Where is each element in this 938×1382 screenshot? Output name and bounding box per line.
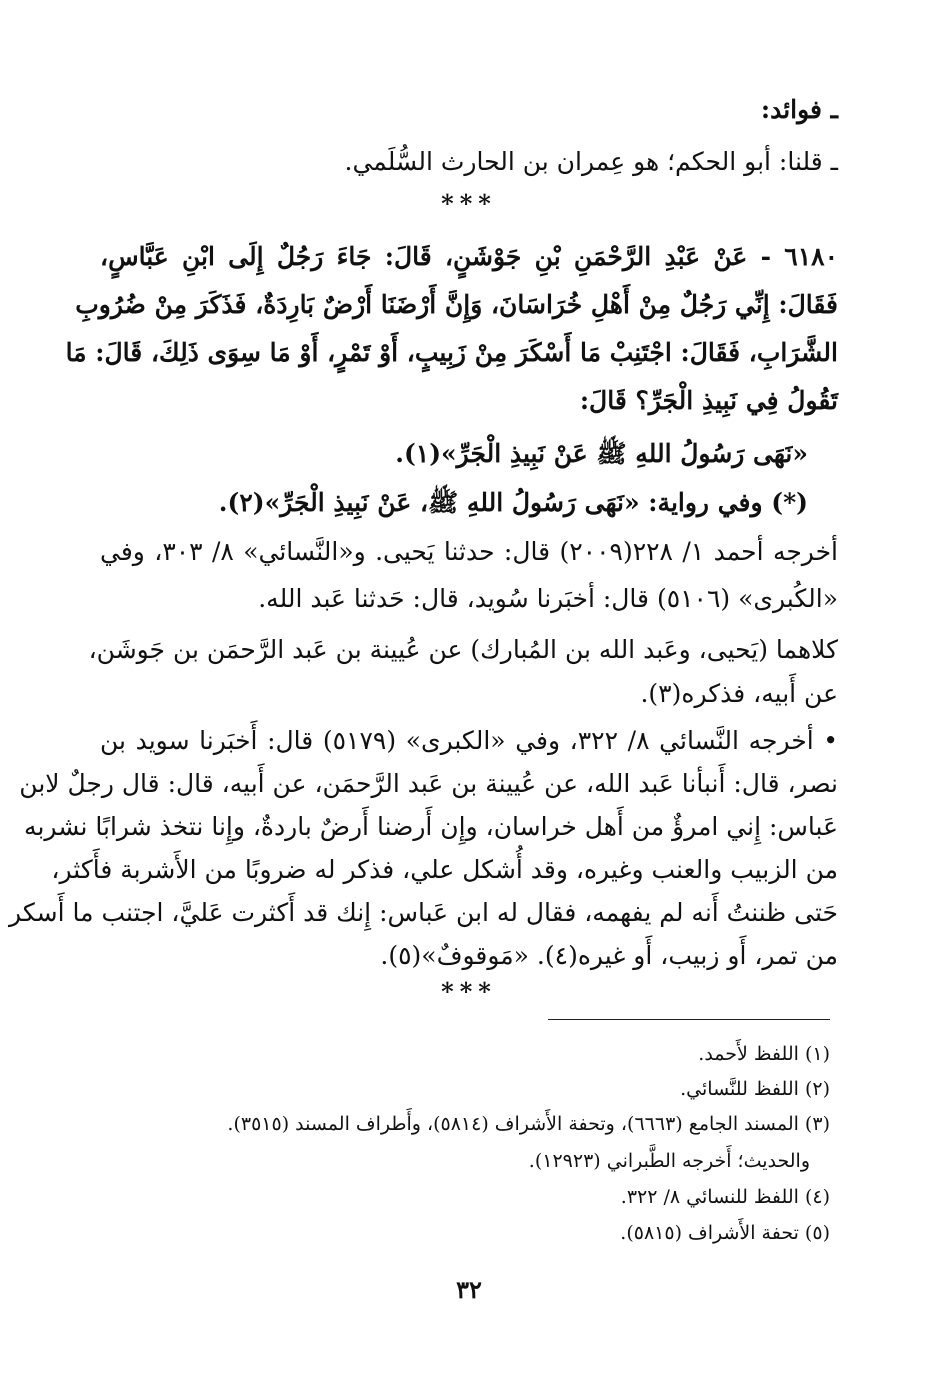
footnote-5: (٥) تحفة الأَشراف (٥٨١٥). [620, 1222, 830, 1244]
takhrij-3-line-4: من الزبيب والعنب وغيره، وقد أُشكل علي، فذكر له ضروبًا من الأَشربة فأَكثر، [51, 855, 838, 884]
takhrij-1-line-2: «الكُبرى» (٥١٠٦) قال: أخبَرنا سُويد، قال: حَدثنا عَبد الله. [258, 584, 838, 613]
hadith-line-4: تَقُولُ فِي نَبِيذِ الْجَرِّ؟ قَالَ: [579, 386, 838, 415]
takhrij-3-line-1: • أخرجه النَّسائي ٨/ ٣٢٢، وفي «الكبرى» (٥١٧٩) قال: أَخبَرنا سويد بن [100, 726, 838, 755]
footnote-2: (٢) اللفظ للنَّسائي. [680, 1078, 830, 1100]
takhrij-1-line-1: أخرجه أحمد ١/ ٢٢٨(٢٠٠٩) قال: حدثنا يَحيى. و«النَّسائي» ٨/ ٣٠٣، وفي [100, 537, 839, 566]
hadith-line-1: ٦١٨٠ - عَنْ عَبْدِ الرَّحْمَنِ بْنِ جَوْشَنٍ، قَالَ: جَاءَ رَجُلٌ إِلَى ابْنِ عَبَّاسٍ، [100, 242, 838, 271]
section-heading: ـ فوائد: [760, 95, 838, 124]
hadith-line-3: الشَّرَابِ، فَقَالَ: اجْتَنِبْ مَا أَسْكَرَ مِنْ زَبِيبٍ، أَوْ تَمْرٍ، أَوْ مَا سِوَى ذَلِكَ، قَالَ: مَا [65, 338, 838, 367]
takhrij-3-line-5: حَتى ظننتُ أَنه لم يفهمه، فقال له ابن عَباس: إِنك قد أَكثرت عَليَّ، اجتنب ما أَسكر [9, 898, 838, 927]
takhrij-3-line-6: من تمر، أَو زبيب، أَو غيره(٤). «مَوقوفٌ»(٥). [380, 941, 838, 970]
note-line: ـ قلنا: أبو الحكم؛ هو عِمران بن الحارث السُّلَمي. [344, 147, 838, 176]
takhrij-3-line-2: نصر، قال: أَنبأنا عَبد الله، عن عُيينة بن عَبد الرَّحمَن، عن أَبيه، قال: قال رجلٌ لابن [19, 769, 838, 798]
page-number: ٣٢ [456, 1275, 482, 1304]
takhrij-3-line-3: عَباس: إِني امرؤٌ من أَهل خراسان، وإِن أَرضنا أَرضٌ باردةٌ، وإِنا نتخذ شرابًا نشربه [24, 812, 838, 841]
hadith-line-2: فَقَالَ: إِنِّي رَجُلٌ مِنْ أَهْلِ خُرَاسَانَ، وَإِنَّ أَرْضَنَا أَرْضٌ بَارِدَةٌ، فَذَكَرَ مِنْ ضُرُوبِ [75, 290, 838, 319]
footnote-3: (٣) المسند الجامع (٦٦٦٣)، وتحفة الأَشراف (٥٨١٤)، وأَطراف المسند (٣٥١٥). [227, 1113, 830, 1135]
hadith-quote: «نَهَى رَسُولُ اللهِ ﷺ عَنْ نَبِيذِ الْجَرِّ»(١). [395, 439, 808, 468]
footnote-1: (١) اللفظ لأَحمد. [698, 1043, 830, 1065]
footnote-3-continued: والحديث؛ أَخرجه الطَّبراني (١٢٩٢٣). [528, 1150, 810, 1172]
variant-narration: (*) وفي رواية: «نَهَى رَسُولُ اللهِ ﷺ، عَنْ نَبِيذِ الْجَرِّ»(٢). [218, 488, 808, 517]
takhrij-2-line-2: عن أَبيه، فذكره(٣). [640, 679, 838, 708]
separator-stars-top: *** [441, 189, 497, 218]
takhrij-2-line-1: كلاهما (يَحيى، وعَبد الله بن المُبارك) عن عُيينة بن عَبد الرَّحمَن بن جَوشَن، [88, 635, 838, 664]
separator-stars-bottom: *** [441, 977, 497, 1006]
footnote-4: (٤) اللفظ للنسائي ٨/ ٣٢٢. [620, 1186, 830, 1208]
footnote-divider [548, 1019, 830, 1020]
